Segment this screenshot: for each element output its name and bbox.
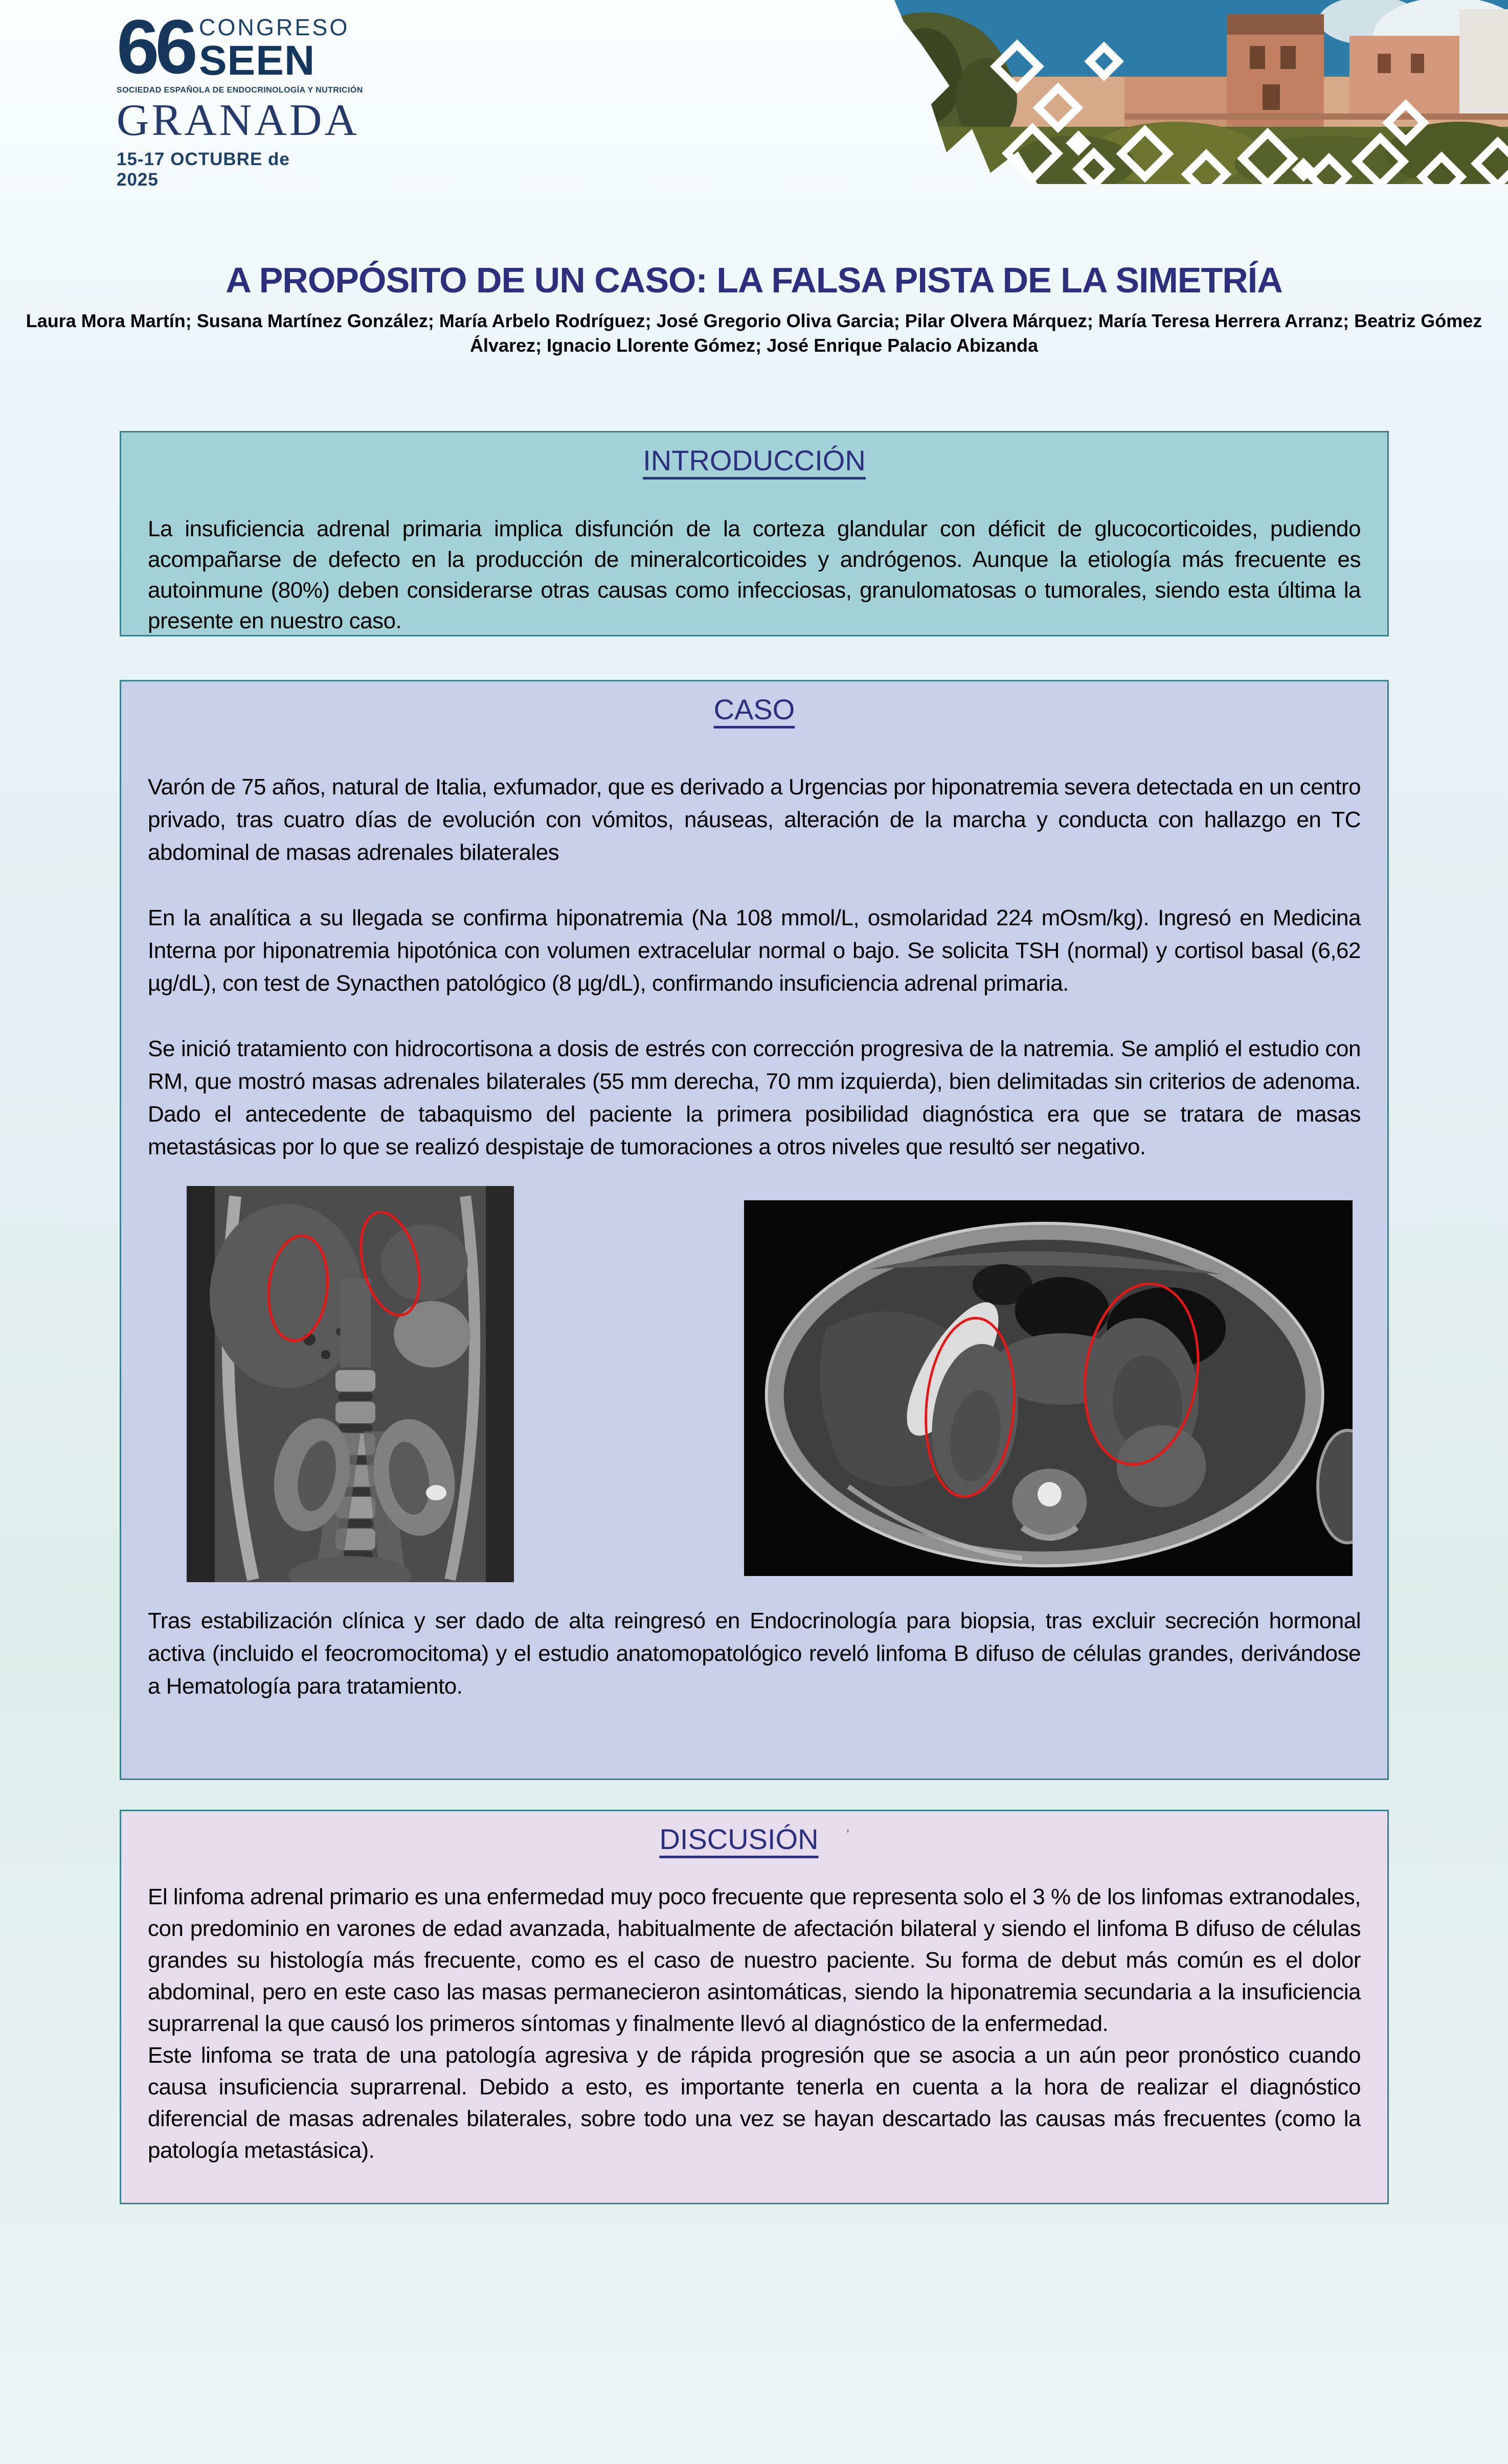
logo-congreso-label: CONGRESO (198, 14, 350, 40)
section-introduccion (120, 431, 1389, 636)
logo-wordmark (199, 11, 350, 82)
caso-paragraph-4: Tras estabilización clínica y ser dado de alta reingresó en Endocrinología para biopsia, tras excluir secreción hormonal activa (incluido el feocromocitoma) y el estudio anatomopatológico reveló linfoma B difuso de células grandes, derivándose a Hematología para tratamiento. (148, 1608, 1361, 1699)
introduccion-heading (643, 444, 866, 477)
banner-photo-collage (888, 0, 1508, 184)
logo-number: 66 (117, 4, 194, 89)
introduccion-heading-label: INTRODUCCIÓN (643, 444, 866, 476)
mri-coronal-figure (187, 1186, 514, 1582)
discusion-paragraph-2: Este linfoma se trata de una patología agresiva y de rápida progresión que se asocia a un aún peor pronóstico cuando causa insuficiencia suprarrenal. Debido a esto, es importante tenerla en cuenta a la hora de realizar el diagnóstico diferencial de masas adrenales bilaterales, sobre todo una vez se hayan descartado las causas más frecuentes (como la patología metastásica). (148, 2043, 1361, 2163)
caso-paragraph-3: Se inició tratamiento con hidrocortisona a dosis de estrés con corrección progresiva de la natremia. Se amplió el estudio con RM, que mostró masas adrenales bilaterales (55 mm derecha, 70 mm izquierda), bien delimitadas sin criterios de adenoma. Dado el antecedente de tabaquismo del paciente la primera posibilidad diagnóstica era que se tratara de masas metastásicas por lo que se realizó despistaje de tumoraciones a otros niveles que resultó ser negativo. (148, 1036, 1361, 1159)
section-discusion (120, 1810, 1389, 2204)
logo-top-row (117, 4, 350, 89)
discusion-paragraph-1: El linfoma adrenal primario es una enfermedad muy poco frecuente que representa solo el 3 % de los linfomas extranodales, con predominio en varones de edad avanzada, habitualmente de afectación bilateral y siendo el linfoma B difuso de células grandes su histología más frecuente, como es el caso de nuestro paciente. Su forma de debut más común es el dolor abdominal, pero en este caso las masas permanecieron asintomáticas, siendo la hiponatremia secundaria a la insuficiencia suprarrenal la que causó los primeros síntomas y finalmente llevó al diagnóstico de la enfermedad. (148, 1884, 1361, 2036)
seen-congress-logo (117, 4, 363, 190)
logo-seen-label: SEEN (198, 37, 316, 84)
caso-heading-label: CASO (713, 693, 795, 725)
logo-dates-label: 15-17 OCTUBRE de 2025 (117, 149, 290, 190)
mri-axial-figure (744, 1200, 1353, 1576)
introduccion-body: La insuficiencia adrenal primaria implica disfunción de la corteza glandular con déficit de glucocorticoides, pudiendo acompañarse de defecto en la producción de mineralcorticoides y andrógenos. Aunque la etiología más frecuente es autoinmune (80%) deben considerarse otras causas como infecciosas, granulomatosas o tumorales, siendo esta última la presente en nuestro caso. (148, 516, 1361, 633)
discusion-heading (659, 1822, 849, 1856)
caso-heading (714, 693, 795, 726)
figures-row (148, 1186, 1361, 1582)
poster-authors: Laura Mora Martín; Susana Martínez González; María Arbelo Rodríguez; José Gregorio Oliva Garcia; Pilar Olvera Márquez; María Teresa Herrera Arranz; Beatriz Gómez Álvarez; Ignacio Llorente Gómez; José Enrique Palacio Abizanda (26, 310, 1482, 356)
discusion-heading-mark: ' (846, 1827, 849, 1842)
poster-title: A PROPÓSITO DE UN CASO: LA FALSA PISTA DE LA SIMETRÍA (226, 260, 1282, 300)
granada-collage-banner (818, 0, 1508, 184)
caso-paragraph-1: Varón de 75 años, natural de Italia, exfumador, que es derivado a Urgencias por hiponatremia severa detectada en un centro privado, tras cuatro días de evolución con vómitos, náuseas, alteración de la marcha y conducta con hallazgo en TC abdominal de masas adrenales bilaterales (148, 774, 1361, 865)
section-caso (120, 680, 1389, 1780)
logo-society-label: SOCIEDAD ESPAÑOLA DE ENDOCRINOLOGÍA Y NUTRICIÓN (117, 86, 363, 95)
title-block (0, 260, 1508, 358)
logo-city-label: GRANADA (117, 96, 359, 145)
caso-paragraph-2: En la analítica a su llegada se confirma hiponatremia (Na 108 mmol/L, osmolaridad 224 mOsm/kg). Ingresó en Medicina Interna por hiponatremia hipotónica con volumen extracelular normal o bajo. Se solicita TSH (normal) y cortisol basal (6,62 µg/dL), con test de Synacthen patológico (8 µg/dL), confirmando insuficiencia adrenal primaria. (148, 905, 1361, 996)
discusion-heading-label: DISCUSIÓN (659, 1823, 819, 1855)
